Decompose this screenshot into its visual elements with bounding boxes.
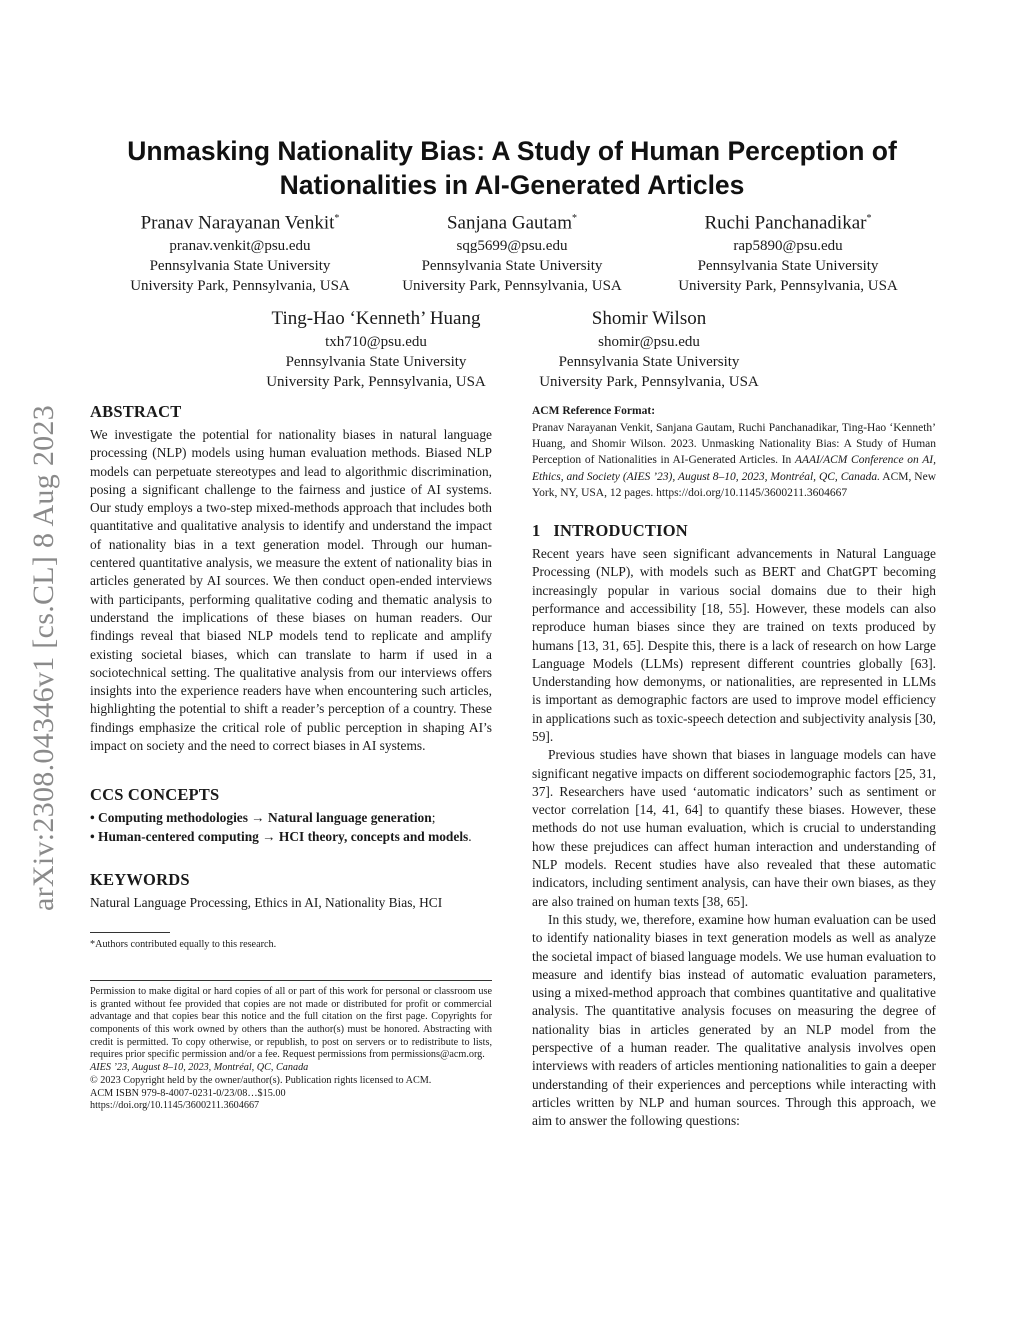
- reference-venue: AAAI/ACM Conference on AI, Ethics, and Society (AIES ’23), August 8–10, 2023, Montréal, QC, Canada.: [532, 454, 936, 483]
- paper-title-line-2: Nationalities in AI-Generated Articles: [279, 170, 745, 200]
- author-email: shomir@psu.edu: [598, 334, 700, 350]
- author-name: Ting-Hao ‘Kenneth’ Huang: [271, 308, 481, 329]
- equal-contribution-mark: *: [334, 213, 340, 224]
- author-affiliation: Pennsylvania State University: [697, 258, 879, 275]
- author-email: pranav.venkit@psu.edu: [169, 238, 311, 255]
- author-affiliation: Pennsylvania State University: [421, 258, 603, 275]
- introduction-heading: 1 INTRODUCTION: [532, 521, 688, 541]
- equal-contribution-mark: *: [572, 213, 578, 224]
- author-location: University Park, Pennsylvania, USA: [266, 374, 486, 390]
- reference-format-text: [532, 420, 936, 501]
- author-affiliation: Pennsylvania State University: [558, 354, 740, 370]
- author-email: rap5890@psu.edu: [733, 238, 843, 255]
- isbn-line: ACM ISBN 979-8-4007-0231-0/23/08…$15.00: [90, 1087, 286, 1099]
- ccs-item-2-concept: • Human-centered computing → HCI theory, concepts and models: [90, 828, 469, 844]
- footnote-rule: [90, 932, 170, 933]
- introduction-paragraph-1: Recent years have seen significant advancements in Natural Language Processing (NLP), with models such as BERT and ChatGPT becoming increasingly popular in various social domains due to their high performance and accessibility [18, 55]. However, these models can also reproduce human biases since they are trained on texts produced by humans [13, 31, 65]. Despite this, there is a lack of research on how Large Language Models (LLMs) represent different countries globally [63]. Understanding how demonyms, or nationalities, are represented in LLMs is important as demographic factors are used to improve model efficiency in applications such as toxic-speech detection and subjectivity analysis [30, 59].: [532, 546, 936, 744]
- author-block-1: [108, 206, 372, 296]
- author-block-5: [517, 306, 781, 392]
- author-affiliation: Pennsylvania State University: [285, 354, 467, 370]
- permission-notice: Permission to make digital or hard copies of all or part of this work for personal or classroom use is granted without fee provided that copies are not made or distributed for profit or commercial advantage and that copies bear this notice and the full citation on the first page. Copyrights for components of this work owned by others than the author(s) must be honored. Abstracting with credit is permitted. To copy otherwise, or republish, to post on servers or to redistribute to lists, requires prior specific permission and/or a fee. Request permissions from permissions@acm.org.: [90, 985, 492, 1061]
- ccs-item-2-suffix: .: [468, 828, 472, 844]
- reference-citation: Pranav Narayanan Venkit, Sanjana Gautam, Ruchi Panchanadikar, Ting-Hao ‘Kenneth’ Huang, and Shomir Wilson. 2023. Unmasking Nationality Bias: A Study of Human Perception of Nationalities in AI-Generated Articles. In: [532, 422, 936, 467]
- paper-title-line-1: Unmasking Nationality Bias: A Study of Human Perception of: [127, 136, 897, 166]
- author-affiliation: Pennsylvania State University: [149, 258, 331, 275]
- arxiv-identifier: arXiv:2308.04346v1 [cs.CL] 8 Aug 2023: [27, 404, 60, 911]
- abstract-heading: ABSTRACT: [90, 402, 182, 421]
- author-location: University Park, Pennsylvania, USA: [678, 278, 898, 295]
- ccs-item-2: [90, 828, 492, 846]
- doi-link[interactable]: https://doi.org/10.1145/3600211.3604667: [90, 1100, 260, 1112]
- author-location: University Park, Pennsylvania, USA: [402, 278, 622, 295]
- author-location: University Park, Pennsylvania, USA: [539, 374, 759, 390]
- author-email: sqg5699@psu.edu: [456, 238, 568, 255]
- ccs-item-1-concept: • Computing methodologies → Natural language generation: [90, 810, 432, 826]
- author-location: University Park, Pennsylvania, USA: [130, 278, 350, 295]
- author-name: Ruchi Panchanadikar: [704, 212, 867, 234]
- ccs-item-1: [90, 809, 492, 827]
- copyright-line: © 2023 Copyright held by the owner/author(s). Publication rights licensed to ACM.: [90, 1074, 432, 1086]
- paper-title: [90, 134, 934, 202]
- author-name: Shomir Wilson: [591, 308, 707, 329]
- footnote-text: *Authors contributed equally to this research.: [90, 939, 277, 951]
- keywords-heading: KEYWORDS: [90, 869, 190, 889]
- author-block-2: [380, 206, 644, 296]
- introduction-paragraph-3: In this study, we, therefore, examine how human evaluation can be used to identify nationality biases in text generation models as well as analyze the societal impact of biased language models. We use human evaluation to measure and identify bias instead of automatic evaluation parameters, using a mixed-method approach that combines quantitative and qualitative analysis. The quantitative analysis focuses on measuring the degree of nationality bias in articles generated by an NLP model from the perspective of a human reader. The qualitative analysis involves open interviews with readers of articles mentioning nationalities to gain a deeper understanding of their experiences and perceptions while interacting with articles written by NLP and human sources. Through this approach, we aim to answer the following questions:: [532, 911, 936, 1129]
- conference-venue-text: AIES ’23, August 8–10, 2023, Montréal, QC, Canada: [90, 1062, 309, 1074]
- abstract-text: We investigate the potential for nationality biases in natural language processing (NLP) models using human evaluation methods. Biased NLP models can perpetuate stereotypes and lead to algorithmic discrimination, posing a significant challenge to the fairness and justice of AI systems. Our study employs a two-step mixed-methods approach that includes both quantitative and qualitative analysis to identify and understand the impact of nationality bias in a text generation model. Through our human-centered quantitative analysis, we measure the extent of nationality bias in articles generated by AI sources. We then conduct open-ended interviews with participants, performing qualitative coding and thematic analysis to understand the implications of these biases on human readers. Our findings reveal that biased NLP models tend to replicate and amplify existing societal biases, which can translate to harm if used in a sociotechnical setting. The qualitative analysis from our interviews offers insights into the experience readers have when encountering such articles, highlighting the potential to shift a reader’s perception of a country. These findings emphasize the critical role of public perception in shaping AI’s impact on society and the need to correct biases in AI systems.: [90, 427, 492, 754]
- permission-rule: [90, 980, 492, 981]
- left-column: [90, 402, 492, 1113]
- equal-contribution-mark: *: [866, 213, 872, 224]
- right-column: [532, 405, 936, 1131]
- author-name: Sanjana Gautam: [446, 212, 573, 234]
- arxiv-sidebar: [22, 355, 66, 960]
- reference-publisher-doi: ACM, New York, NY, USA, 12 pages. https://doi.org/10.1145/3600211.3604667: [532, 470, 936, 499]
- author-block-3: [656, 206, 920, 296]
- ccs-heading: CCS CONCEPTS: [90, 785, 220, 805]
- author-block-4: [244, 306, 508, 392]
- author-name: Pranav Narayanan Venkit: [140, 212, 335, 234]
- keywords-text: Natural Language Processing, Ethics in AI, Nationality Bias, HCI: [90, 894, 443, 910]
- ccs-item-1-suffix: ;: [431, 810, 436, 826]
- reference-format-heading: ACM Reference Format:: [532, 405, 656, 417]
- conference-venue: [90, 1062, 492, 1075]
- introduction-paragraph-2: Previous studies have shown that biases in language models can have significant negative impacts on different sociodemographic factors [25, 31, 37]. Researchers have used ‘automatic indicators’ such as sentiment or vector correlation [14, 41, 64] to quantify these biases. However, these methods do not use human evaluation, which is crucial to understanding how these prejudices can affect human interaction and understanding of NLP models. Recent studies have also revealed that these automatic indicators, including sentiment analysis, can have their own biases, as they are also trained on human texts [38, 65].: [532, 747, 936, 909]
- author-email: txh710@psu.edu: [325, 334, 427, 350]
